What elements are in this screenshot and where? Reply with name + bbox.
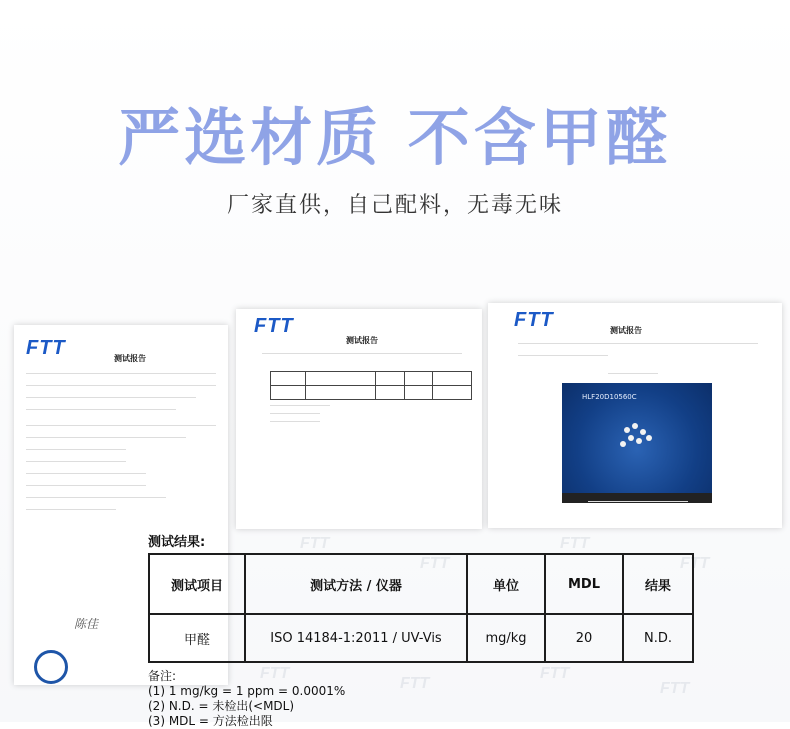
signature: 陈佳 xyxy=(74,617,99,631)
divider xyxy=(26,449,126,450)
sample-photo xyxy=(562,383,712,503)
report-page-2 xyxy=(236,309,482,529)
divider xyxy=(262,353,462,354)
divider xyxy=(26,473,146,474)
mini-cell xyxy=(306,386,376,399)
divider xyxy=(518,355,608,356)
table-header-row xyxy=(149,554,693,614)
divider xyxy=(270,421,320,422)
result-title: 测试结果: xyxy=(148,535,206,550)
mini-cell xyxy=(271,386,306,399)
divider xyxy=(608,373,658,374)
table-cell: 20 xyxy=(545,614,623,662)
ftt-logo: FTT xyxy=(254,315,294,337)
watermark: FTT xyxy=(300,535,330,552)
note-line: (2) N.D. = 未检出(<MDL) xyxy=(148,699,295,713)
divider xyxy=(26,485,146,486)
notes xyxy=(148,669,708,729)
note-line: (1) 1 mg/kg = 1 ppm = 0.0001% xyxy=(148,684,346,698)
pellet xyxy=(646,435,652,441)
table-row xyxy=(149,614,693,662)
divider xyxy=(26,509,116,510)
report-title: 测试报告 xyxy=(610,326,642,335)
divider xyxy=(26,397,196,398)
ftt-logo: FTT xyxy=(26,337,66,359)
watermark: FTT xyxy=(680,555,710,572)
mini-cell xyxy=(433,386,471,399)
note-line: (3) MDL = 方法检出限 xyxy=(148,714,273,728)
headline: 严选材质 不含甲醛 xyxy=(118,101,672,174)
watermark: FTT xyxy=(660,680,690,697)
pellet xyxy=(628,435,634,441)
subheadline: 厂家直供，自己配料，无毒无味 xyxy=(226,193,563,218)
mini-cell xyxy=(376,386,405,399)
report-title: 测试报告 xyxy=(346,336,378,345)
watermark: FTT xyxy=(420,555,450,572)
divider xyxy=(26,461,126,462)
mini-cell xyxy=(376,372,405,385)
divider xyxy=(588,501,688,502)
notes-title: 备注: xyxy=(148,669,177,683)
table-cell: mg/kg xyxy=(467,614,545,662)
report-title: 测试报告 xyxy=(114,354,146,363)
mini-cell xyxy=(306,372,376,385)
watermark: FTT xyxy=(400,675,430,692)
pellet xyxy=(624,427,630,433)
header-cell: 测试项目 xyxy=(149,554,245,614)
divider xyxy=(518,343,758,344)
divider xyxy=(270,413,320,414)
table-cell: ISO 14184-1:2011 / UV-Vis xyxy=(245,614,467,662)
table-cell: 甲醛 xyxy=(149,614,245,662)
mini-table-row xyxy=(271,386,471,399)
mini-cell xyxy=(271,372,306,385)
pellet xyxy=(620,441,626,447)
watermark: FTT xyxy=(560,535,590,552)
header-cell: 结果 xyxy=(623,554,693,614)
pellet xyxy=(640,429,646,435)
watermark: FTT xyxy=(260,665,290,682)
pellet xyxy=(632,423,638,429)
test-result-block xyxy=(148,531,708,729)
mini-table-row xyxy=(271,372,471,386)
divider xyxy=(26,425,216,426)
pellet xyxy=(636,438,642,444)
watermark: FTT xyxy=(540,665,570,682)
mini-cell xyxy=(405,386,434,399)
divider xyxy=(270,405,330,406)
divider xyxy=(26,385,216,386)
ftt-logo: FTT xyxy=(514,309,554,331)
mini-cell xyxy=(405,372,434,385)
divider xyxy=(26,409,176,410)
report-page-3 xyxy=(488,303,782,528)
result-table xyxy=(148,553,694,663)
divider xyxy=(26,437,186,438)
mini-cell xyxy=(433,372,471,385)
divider xyxy=(26,373,216,374)
lab-seal-icon xyxy=(34,650,68,684)
sample-id-label: HLF20D10560C xyxy=(582,393,637,401)
header-cell: MDL xyxy=(545,554,623,614)
table-cell: N.D. xyxy=(623,614,693,662)
divider xyxy=(26,497,166,498)
header-cell: 单位 xyxy=(467,554,545,614)
mini-result-table xyxy=(270,371,472,400)
header-cell: 测试方法 / 仪器 xyxy=(245,554,467,614)
